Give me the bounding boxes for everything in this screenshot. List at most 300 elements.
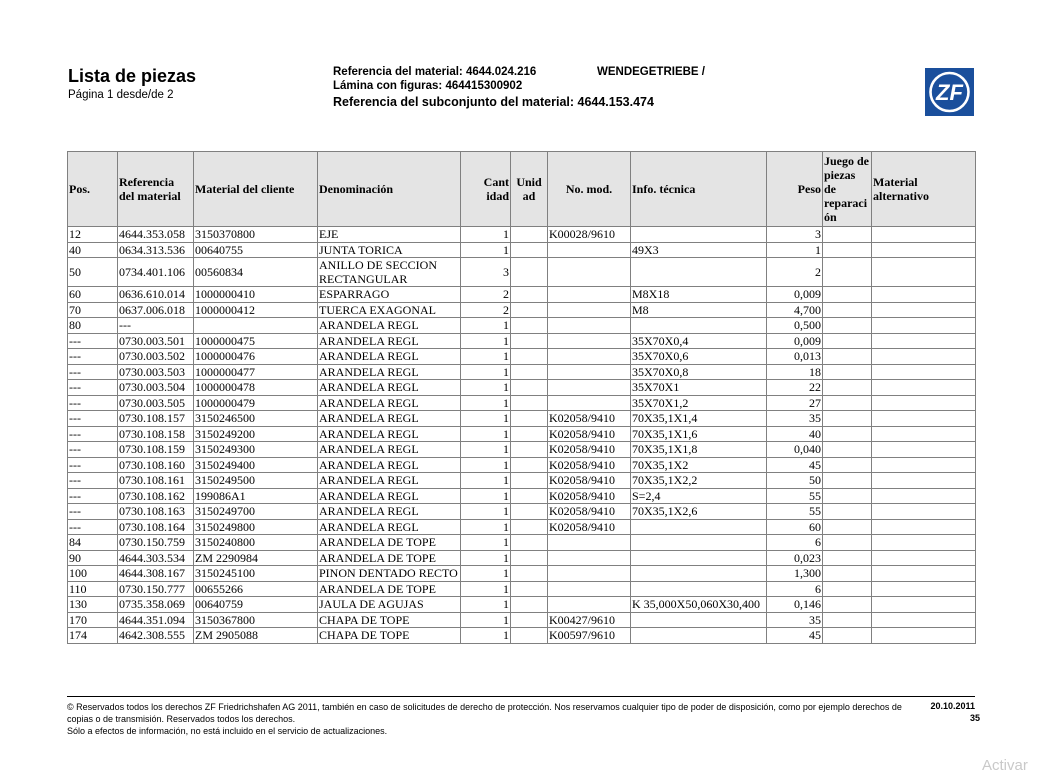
- cell-alt-material: [872, 504, 976, 520]
- cell-denomination: ARANDELA REGL: [318, 488, 461, 504]
- cell-alt-material: [872, 612, 976, 628]
- cell-unit: [511, 395, 548, 411]
- table-row: [68, 258, 976, 287]
- cell-material-ref: 4642.308.555: [118, 628, 194, 644]
- cell-material-ref: 0730.003.501: [118, 333, 194, 349]
- cell-client-material: 1000000475: [194, 333, 318, 349]
- cell-quantity: 2: [461, 287, 511, 303]
- cell-pos: 40: [68, 242, 118, 258]
- cell-model-no: [548, 581, 631, 597]
- cell-pos: ---: [68, 457, 118, 473]
- cell-weight: 40: [767, 426, 823, 442]
- cell-client-material: 00640755: [194, 242, 318, 258]
- cell-repair-kit: [823, 258, 872, 287]
- cell-material-ref: 0730.003.505: [118, 395, 194, 411]
- lamina-reference: Lámina con figuras: 464415300902: [333, 80, 523, 92]
- cell-quantity: 1: [461, 473, 511, 489]
- cell-material-ref: 4644.303.534: [118, 550, 194, 566]
- cell-pos: 60: [68, 287, 118, 303]
- cell-quantity: 1: [461, 349, 511, 365]
- cell-tech-info: 35X70X1,2: [631, 395, 767, 411]
- cell-quantity: 1: [461, 380, 511, 396]
- cell-tech-info: 49X3: [631, 242, 767, 258]
- cell-client-material: ZM 2290984: [194, 550, 318, 566]
- cell-denomination: ARANDELA DE TOPE: [318, 581, 461, 597]
- cell-model-no: [548, 535, 631, 551]
- cell-quantity: 1: [461, 535, 511, 551]
- cell-material-ref: 4644.308.167: [118, 566, 194, 582]
- cell-weight: 22: [767, 380, 823, 396]
- cell-repair-kit: [823, 380, 872, 396]
- cell-client-material: 1000000476: [194, 349, 318, 365]
- cell-alt-material: [872, 535, 976, 551]
- cell-unit: [511, 597, 548, 613]
- cell-model-no: [548, 550, 631, 566]
- cell-quantity: 1: [461, 581, 511, 597]
- cell-denomination: ARANDELA REGL: [318, 364, 461, 380]
- cell-repair-kit: [823, 349, 872, 365]
- cell-denomination: ANILLO DE SECCION RECTANGULAR: [318, 258, 461, 287]
- cell-quantity: 1: [461, 597, 511, 613]
- cell-tech-info: 70X35,1X1,8: [631, 442, 767, 458]
- cell-denomination: ARANDELA REGL: [318, 519, 461, 535]
- cell-quantity: 3: [461, 258, 511, 287]
- cell-pos: 12: [68, 227, 118, 243]
- table-row: [68, 380, 976, 396]
- cell-alt-material: [872, 364, 976, 380]
- table-row: [68, 597, 976, 613]
- cell-material-ref: 0730.108.158: [118, 426, 194, 442]
- cell-quantity: 1: [461, 628, 511, 644]
- cell-alt-material: [872, 473, 976, 489]
- cell-repair-kit: [823, 426, 872, 442]
- cell-client-material: 00655266: [194, 581, 318, 597]
- table-row: [68, 318, 976, 334]
- cell-tech-info: 70X35,1X2: [631, 457, 767, 473]
- col-header-quantity: Cant idad: [461, 152, 511, 227]
- cell-quantity: 1: [461, 442, 511, 458]
- cell-unit: [511, 349, 548, 365]
- cell-tech-info: [631, 535, 767, 551]
- cell-material-ref: 0735.358.069: [118, 597, 194, 613]
- cell-unit: [511, 566, 548, 582]
- cell-client-material: [194, 318, 318, 334]
- col-header-material-ref: Referencia del material: [118, 152, 194, 227]
- cell-quantity: 1: [461, 550, 511, 566]
- cell-weight: 2: [767, 258, 823, 287]
- cell-model-no: K02058/9410: [548, 457, 631, 473]
- cell-unit: [511, 333, 548, 349]
- cell-weight: 1: [767, 242, 823, 258]
- cell-unit: [511, 581, 548, 597]
- cell-repair-kit: [823, 535, 872, 551]
- cell-denomination: ESPARRAGO: [318, 287, 461, 303]
- cell-repair-kit: [823, 628, 872, 644]
- footer-divider: [67, 696, 975, 697]
- cell-pos: ---: [68, 442, 118, 458]
- table-row: [68, 333, 976, 349]
- cell-alt-material: [872, 349, 976, 365]
- cell-repair-kit: [823, 318, 872, 334]
- cell-tech-info: M8X18: [631, 287, 767, 303]
- cell-material-ref: 0730.108.162: [118, 488, 194, 504]
- cell-pos: ---: [68, 519, 118, 535]
- cell-quantity: 1: [461, 242, 511, 258]
- cell-alt-material: [872, 242, 976, 258]
- cell-alt-material: [872, 628, 976, 644]
- cell-unit: [511, 380, 548, 396]
- cell-alt-material: [872, 597, 976, 613]
- cell-denomination: ARANDELA REGL: [318, 426, 461, 442]
- cell-weight: 0,013: [767, 349, 823, 365]
- cell-alt-material: [872, 488, 976, 504]
- cell-weight: 1,300: [767, 566, 823, 582]
- cell-material-ref: 0637.006.018: [118, 302, 194, 318]
- cell-unit: [511, 258, 548, 287]
- cell-material-ref: 0730.003.502: [118, 349, 194, 365]
- cell-pos: ---: [68, 364, 118, 380]
- cell-pos: ---: [68, 488, 118, 504]
- page-title: Lista de piezas: [68, 66, 197, 86]
- cell-repair-kit: [823, 504, 872, 520]
- cell-pos: 174: [68, 628, 118, 644]
- cell-model-no: [548, 597, 631, 613]
- cell-denomination: ARANDELA DE TOPE: [318, 550, 461, 566]
- cell-tech-info: S=2,4: [631, 488, 767, 504]
- cell-model-no: [548, 380, 631, 396]
- cell-tech-info: 35X70X0,4: [631, 333, 767, 349]
- cell-material-ref: 4644.353.058: [118, 227, 194, 243]
- cell-material-ref: 0730.003.503: [118, 364, 194, 380]
- cell-denomination: ARANDELA REGL: [318, 349, 461, 365]
- activation-watermark: Activar: [982, 757, 1028, 774]
- cell-client-material: ZM 2905088: [194, 628, 318, 644]
- cell-alt-material: [872, 519, 976, 535]
- cell-material-ref: 0634.313.536: [118, 242, 194, 258]
- cell-repair-kit: [823, 227, 872, 243]
- cell-material-ref: 0730.108.161: [118, 473, 194, 489]
- cell-denomination: ARANDELA REGL: [318, 457, 461, 473]
- cell-alt-material: [872, 581, 976, 597]
- cell-tech-info: [631, 318, 767, 334]
- cell-unit: [511, 612, 548, 628]
- cell-repair-kit: [823, 333, 872, 349]
- col-header-denomination: Denominación: [318, 152, 461, 227]
- cell-unit: [511, 318, 548, 334]
- cell-repair-kit: [823, 550, 872, 566]
- cell-denomination: TUERCA EXAGONAL: [318, 302, 461, 318]
- cell-denomination: PINON DENTADO RECTO: [318, 566, 461, 582]
- cell-denomination: ARANDELA REGL: [318, 473, 461, 489]
- cell-pos: ---: [68, 411, 118, 427]
- cell-unit: [511, 488, 548, 504]
- cell-weight: 0,009: [767, 287, 823, 303]
- cell-weight: 60: [767, 519, 823, 535]
- cell-quantity: 1: [461, 411, 511, 427]
- cell-model-no: K02058/9410: [548, 426, 631, 442]
- cell-unit: [511, 519, 548, 535]
- cell-repair-kit: [823, 457, 872, 473]
- cell-client-material: 3150246500: [194, 411, 318, 427]
- cell-unit: [511, 411, 548, 427]
- cell-alt-material: [872, 258, 976, 287]
- cell-material-ref: ---: [118, 318, 194, 334]
- subassembly-reference: Referencia del subconjunto del material: 4644.153.474: [333, 95, 654, 109]
- table-row: [68, 442, 976, 458]
- col-header-weight: Peso: [767, 152, 823, 227]
- cell-alt-material: [872, 318, 976, 334]
- cell-pos: ---: [68, 349, 118, 365]
- cell-repair-kit: [823, 442, 872, 458]
- cell-tech-info: [631, 258, 767, 287]
- cell-material-ref: 0730.108.164: [118, 519, 194, 535]
- cell-denomination: ARANDELA REGL: [318, 504, 461, 520]
- cell-denomination: ARANDELA REGL: [318, 442, 461, 458]
- cell-repair-kit: [823, 581, 872, 597]
- cell-repair-kit: [823, 473, 872, 489]
- cell-material-ref: 0636.610.014: [118, 287, 194, 303]
- cell-alt-material: [872, 227, 976, 243]
- cell-weight: 18: [767, 364, 823, 380]
- cell-unit: [511, 628, 548, 644]
- cell-tech-info: [631, 612, 767, 628]
- cell-quantity: 1: [461, 612, 511, 628]
- cell-material-ref: 0730.150.759: [118, 535, 194, 551]
- footer-date: 20.10.2011: [930, 701, 975, 711]
- cell-client-material: 00560834: [194, 258, 318, 287]
- cell-denomination: ARANDELA REGL: [318, 318, 461, 334]
- cell-model-no: K02058/9410: [548, 442, 631, 458]
- table-row: [68, 349, 976, 365]
- cell-denomination: ARANDELA REGL: [318, 333, 461, 349]
- page-indicator: Página 1 desde/de 2: [68, 89, 174, 101]
- table-row: [68, 612, 976, 628]
- col-header-pos: Pos.: [68, 152, 118, 227]
- cell-quantity: 1: [461, 318, 511, 334]
- cell-model-no: [548, 258, 631, 287]
- cell-weight: 6: [767, 581, 823, 597]
- cell-model-no: [548, 287, 631, 303]
- table-row: [68, 242, 976, 258]
- cell-alt-material: [872, 302, 976, 318]
- col-header-unit: Unid ad: [511, 152, 548, 227]
- cell-unit: [511, 550, 548, 566]
- table-header-row: [68, 152, 976, 227]
- cell-weight: 0,023: [767, 550, 823, 566]
- table-row: [68, 364, 976, 380]
- cell-client-material: 1000000477: [194, 364, 318, 380]
- cell-repair-kit: [823, 566, 872, 582]
- cell-tech-info: 35X70X1: [631, 380, 767, 396]
- cell-pos: 70: [68, 302, 118, 318]
- cell-pos: ---: [68, 380, 118, 396]
- cell-unit: [511, 473, 548, 489]
- cell-repair-kit: [823, 488, 872, 504]
- footer-copyright: [67, 701, 917, 737]
- cell-denomination: CHAPA DE TOPE: [318, 628, 461, 644]
- cell-repair-kit: [823, 287, 872, 303]
- cell-weight: 27: [767, 395, 823, 411]
- cell-model-no: [548, 302, 631, 318]
- cell-material-ref: 0730.150.777: [118, 581, 194, 597]
- cell-unit: [511, 426, 548, 442]
- parts-table-body: [68, 227, 976, 644]
- cell-quantity: 1: [461, 519, 511, 535]
- cell-tech-info: [631, 566, 767, 582]
- cell-weight: 45: [767, 457, 823, 473]
- cell-pos: ---: [68, 395, 118, 411]
- cell-unit: [511, 227, 548, 243]
- cell-repair-kit: [823, 302, 872, 318]
- cell-model-no: [548, 349, 631, 365]
- cell-alt-material: [872, 457, 976, 473]
- cell-pos: 110: [68, 581, 118, 597]
- cell-repair-kit: [823, 612, 872, 628]
- cell-model-no: K02058/9410: [548, 411, 631, 427]
- footer-page-number: 35: [969, 713, 980, 723]
- cell-material-ref: 0730.108.160: [118, 457, 194, 473]
- col-header-tech-info: Info. técnica: [631, 152, 767, 227]
- cell-weight: 3: [767, 227, 823, 243]
- cell-denomination: ARANDELA REGL: [318, 395, 461, 411]
- cell-alt-material: [872, 411, 976, 427]
- cell-quantity: 1: [461, 333, 511, 349]
- cell-unit: [511, 442, 548, 458]
- table-row: [68, 395, 976, 411]
- table-row: [68, 426, 976, 442]
- table-row: [68, 302, 976, 318]
- cell-model-no: [548, 318, 631, 334]
- cell-model-no: K02058/9410: [548, 519, 631, 535]
- cell-material-ref: 0734.401.106: [118, 258, 194, 287]
- cell-weight: 0,009: [767, 333, 823, 349]
- cell-client-material: 3150367800: [194, 612, 318, 628]
- col-header-repair-kit: Juego de piezas de reparaci ón: [823, 152, 872, 227]
- cell-alt-material: [872, 566, 976, 582]
- cell-material-ref: 0730.108.159: [118, 442, 194, 458]
- cell-repair-kit: [823, 395, 872, 411]
- cell-unit: [511, 364, 548, 380]
- cell-weight: 35: [767, 411, 823, 427]
- notice-text: Sólo a efectos de información, no está incluido en el servicio de actualizaciones.: [67, 726, 388, 736]
- cell-client-material: 1000000478: [194, 380, 318, 396]
- table-row: [68, 287, 976, 303]
- cell-tech-info: [631, 519, 767, 535]
- cell-pos: 130: [68, 597, 118, 613]
- cell-material-ref: 0730.108.157: [118, 411, 194, 427]
- table-row: [68, 581, 976, 597]
- cell-alt-material: [872, 550, 976, 566]
- cell-weight: 0,500: [767, 318, 823, 334]
- cell-client-material: 3150249500: [194, 473, 318, 489]
- cell-pos: 84: [68, 535, 118, 551]
- cell-repair-kit: [823, 519, 872, 535]
- cell-denomination: CHAPA DE TOPE: [318, 612, 461, 628]
- cell-weight: 55: [767, 488, 823, 504]
- cell-tech-info: [631, 581, 767, 597]
- table-row: [68, 504, 976, 520]
- cell-quantity: 1: [461, 566, 511, 582]
- cell-unit: [511, 504, 548, 520]
- cell-tech-info: 35X70X0,6: [631, 349, 767, 365]
- cell-tech-info: [631, 227, 767, 243]
- cell-tech-info: 70X35,1X1,4: [631, 411, 767, 427]
- cell-client-material: 3150240800: [194, 535, 318, 551]
- cell-tech-info: 70X35,1X1,6: [631, 426, 767, 442]
- cell-tech-info: [631, 550, 767, 566]
- cell-weight: 0,146: [767, 597, 823, 613]
- cell-pos: 90: [68, 550, 118, 566]
- cell-tech-info: 70X35,1X2,2: [631, 473, 767, 489]
- table-row: [68, 628, 976, 644]
- cell-client-material: 00640759: [194, 597, 318, 613]
- gear-name: WENDEGETRIEBE /: [597, 66, 705, 78]
- cell-quantity: 2: [461, 302, 511, 318]
- cell-model-no: K00597/9610: [548, 628, 631, 644]
- cell-denomination: JUNTA TORICA: [318, 242, 461, 258]
- cell-tech-info: 35X70X0,8: [631, 364, 767, 380]
- cell-client-material: 3150249300: [194, 442, 318, 458]
- cell-unit: [511, 535, 548, 551]
- cell-weight: 45: [767, 628, 823, 644]
- cell-quantity: 1: [461, 426, 511, 442]
- cell-weight: 4,700: [767, 302, 823, 318]
- cell-tech-info: M8: [631, 302, 767, 318]
- cell-repair-kit: [823, 597, 872, 613]
- table-row: [68, 488, 976, 504]
- cell-quantity: 1: [461, 395, 511, 411]
- cell-model-no: K02058/9410: [548, 473, 631, 489]
- cell-alt-material: [872, 442, 976, 458]
- cell-denomination: ARANDELA REGL: [318, 411, 461, 427]
- cell-client-material: 1000000410: [194, 287, 318, 303]
- table-row: [68, 519, 976, 535]
- cell-model-no: [548, 395, 631, 411]
- logo-text: ZF: [936, 80, 963, 105]
- cell-denomination: ARANDELA DE TOPE: [318, 535, 461, 551]
- cell-client-material: 3150249800: [194, 519, 318, 535]
- cell-client-material: 3150245100: [194, 566, 318, 582]
- cell-denomination: EJE: [318, 227, 461, 243]
- cell-quantity: 1: [461, 227, 511, 243]
- table-row: [68, 550, 976, 566]
- table-row: [68, 566, 976, 582]
- cell-alt-material: [872, 395, 976, 411]
- cell-weight: 0,040: [767, 442, 823, 458]
- table-row: [68, 411, 976, 427]
- cell-pos: 170: [68, 612, 118, 628]
- cell-model-no: [548, 364, 631, 380]
- parts-table: [67, 151, 976, 644]
- cell-model-no: K00028/9610: [548, 227, 631, 243]
- cell-pos: ---: [68, 504, 118, 520]
- cell-repair-kit: [823, 411, 872, 427]
- cell-unit: [511, 287, 548, 303]
- cell-client-material: 1000000412: [194, 302, 318, 318]
- cell-model-no: K02058/9410: [548, 488, 631, 504]
- cell-alt-material: [872, 426, 976, 442]
- cell-alt-material: [872, 287, 976, 303]
- cell-denomination: JAULA DE AGUJAS: [318, 597, 461, 613]
- copyright-text: © Reservados todos los derechos ZF Friedrichshafen AG 2011, también en caso de solicitudes de derecho de protección. Nos reservamos cualquier tipo de poder de disposición, como por ejemplo derechos de copias o de transmisión. Reservados todos los derechos.: [67, 702, 902, 724]
- col-header-model-no: No. mod.: [548, 152, 631, 227]
- table-row: [68, 227, 976, 243]
- cell-pos: ---: [68, 333, 118, 349]
- table-row: [68, 535, 976, 551]
- cell-repair-kit: [823, 242, 872, 258]
- cell-weight: 55: [767, 504, 823, 520]
- cell-quantity: 1: [461, 504, 511, 520]
